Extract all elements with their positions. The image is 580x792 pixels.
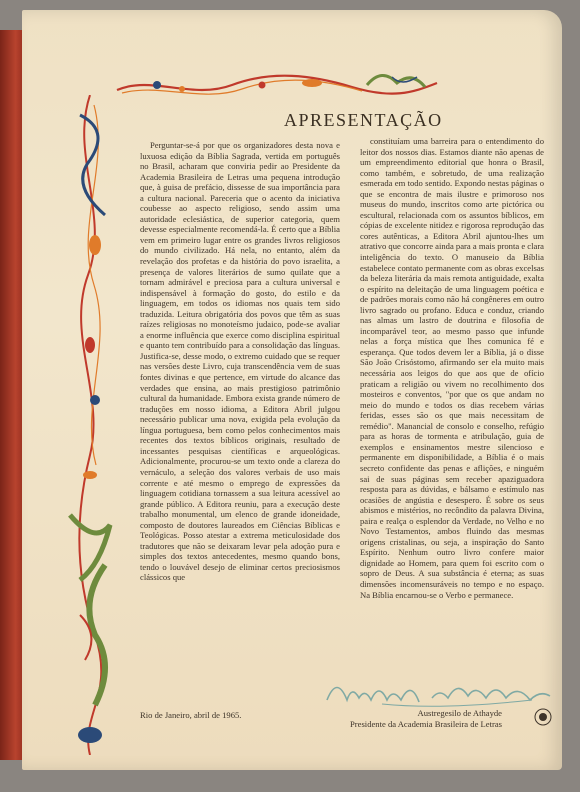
top-ornament-border [112, 65, 442, 110]
signer-block [350, 708, 502, 730]
text-column-right: constituíam uma barreira para o entendimento do leitor dos nossos dias. Estamos diante não apenas de um empreendimento editorial que honra o Brasil, como também, e sobretudo, de uma realização esmerada em todo sentido. Expondo nestas páginas o que se encontra de mais ilustre e primoroso nos museus do mundo, inscritos como arte pictórica ou escultural, relacionada com os assuntos bíblicos, em cópias de excelente nitidez e rigorosa reprodução das cores autênticas, a Editora Abril ajuntou-lhes um atrativo que concorre ainda para a mais pronta e clara inteligência do texto. O manuseio da Bíblia estabelece contato permanente com as obras excelsas da beleza literária da mais remota antiguidade, exalta o espírito na deleitação de uma linguagem poética e de padrões morais como não há congêneres em outro livro sagrado ou profano. Educa e conduz, criando nas almas um lastro de doutrina e filosofia de incomparável teor, ao mesmo passo que infunde nelas a força mística que lhes comunica fé e esperança. Que todos devem ler a Bíblia, já o disse São João Crisóstomo, afirmando ser ela muito mais necessária aos leigos do que aos que de ofício praticam a religião ou vivem no recolhimento dos mosteiros e conventos, "por que os que andam no meio do mundo e todos os dias recebem várias feridas, esses são os que mais necessitam de remédio". Manancial de consolo e conselho, refúgio para as horas de tormenta e atribulação, guia de exemplos e ensinamentos mestre silencioso e permanente em disponibilidade, a Bíblia é o mais secreto confidente das penas e aflições, e ninguém sai de suas páginas sem receber apaziguadora resposta para as dúvidas, e bálsamo e estímulo nas ocasiões de angústia e desespero. É sobre os seus abismos e mistérios, no recôndito da palavra Divina, paira e realça o esplendor da Verdade, no Velho e no Novo Testamentos, ambos fluindo das mesmas origens cristalinas, ou seja, a inspiração do Santo Espírito. Nenhum outro livro confere maior dignidade ao Homem, para quem foi escrito com o sopro de Deus. A sua substância é eterna; as suas dimensões incomensuráveis no tempo e no espaço. Na Bíblia encarnou-se o Verbo e permanece. [360, 136, 544, 600]
page-title: APRESENTAÇÃO [284, 110, 443, 130]
academy-seal-icon [534, 708, 552, 726]
place-date: Rio de Janeiro, abril de 1965. [140, 710, 242, 720]
text-column-left: Perguntar-se-á por que os organizadores desta nova e luxuosa edição da Bíblia Sagrada, vertida em português no Brasil, acharam que conviria pedir ao Presidente da Academia Brasileira de Letras uma pequena introdução que, à guisa de prefácio, dissesse de sua importância para a cultura nacional. Pareceria que o acento da iniciativa coubesse ao aspecto religioso, sendo assim uma autoridade eclesiástica, de superior categoria, quem devesse especialmente recomendá-la. É certo que a Bíblia vem em primeiro lugar entre os grandes livros religiosos do mundo civilizado. Há nela, no entanto, além da revelação dos profetas e da história do povo israelita, a presença de valores literários de sumo quilate que a tornam admirável e preciosa para a cultura universal e indispensável à formação do gosto, do estilo e da linguagem, em todos os idiomas nos quais tem sido traduzida. Leitura obrigatória dos povos que têm as suas raízes religiosas no monoteísmo judaico, pode-se avaliar a enorme influência que exerce como disciplina espiritual e quanto tem contribuído para a consolidação das línguas. Justifica-se, desse modo, o extremo cuidado que se requer nas versões deste Livro, cuja transcendência vem de suas fontes divinas e que pertence, em virtude do alcance das verdades que ensina, ao mais prestigioso patrimônio cultural da humanidade. Embora exista grande número de traduções em nosso idioma, a Editora Abril julgou necessário publicar uma nova, exigida pela evolução da língua portuguesa, bem como pelos conhecimentos mais recentes dos textos bíblicos originais, resultado de incessantes pesquisas científicas e arqueológicas. Adicionalmente, procurou-se um texto onde a clareza do vernáculo, a seleção dos valores verbais de uso mais corrente e até mesmo o emprego de expressões da linguagem cotidiana tornassem a sua leitura acessível ao grande público. A Editora reuniu, para a execução deste trabalho monumental, um elenco de grande idoneidade, composto de doutores laureados em Ciências Bíblicas e Teológicas. Posso atestar a extrema meticulosidade dos tradutores que não se deixaram levar pela adoção pura e simples dos textos antecedentes, mesmo quando bons, tendo o louvável desejo de eliminar certos preciosismos clássicos que [140, 140, 340, 583]
handwritten-signature [322, 670, 572, 710]
left-ornament-border [50, 95, 130, 755]
book-page [22, 10, 562, 770]
signer-role: Presidente da Academia Brasileira de Letras [350, 719, 502, 729]
signer-name: Austregesilo de Athayde [417, 708, 502, 718]
